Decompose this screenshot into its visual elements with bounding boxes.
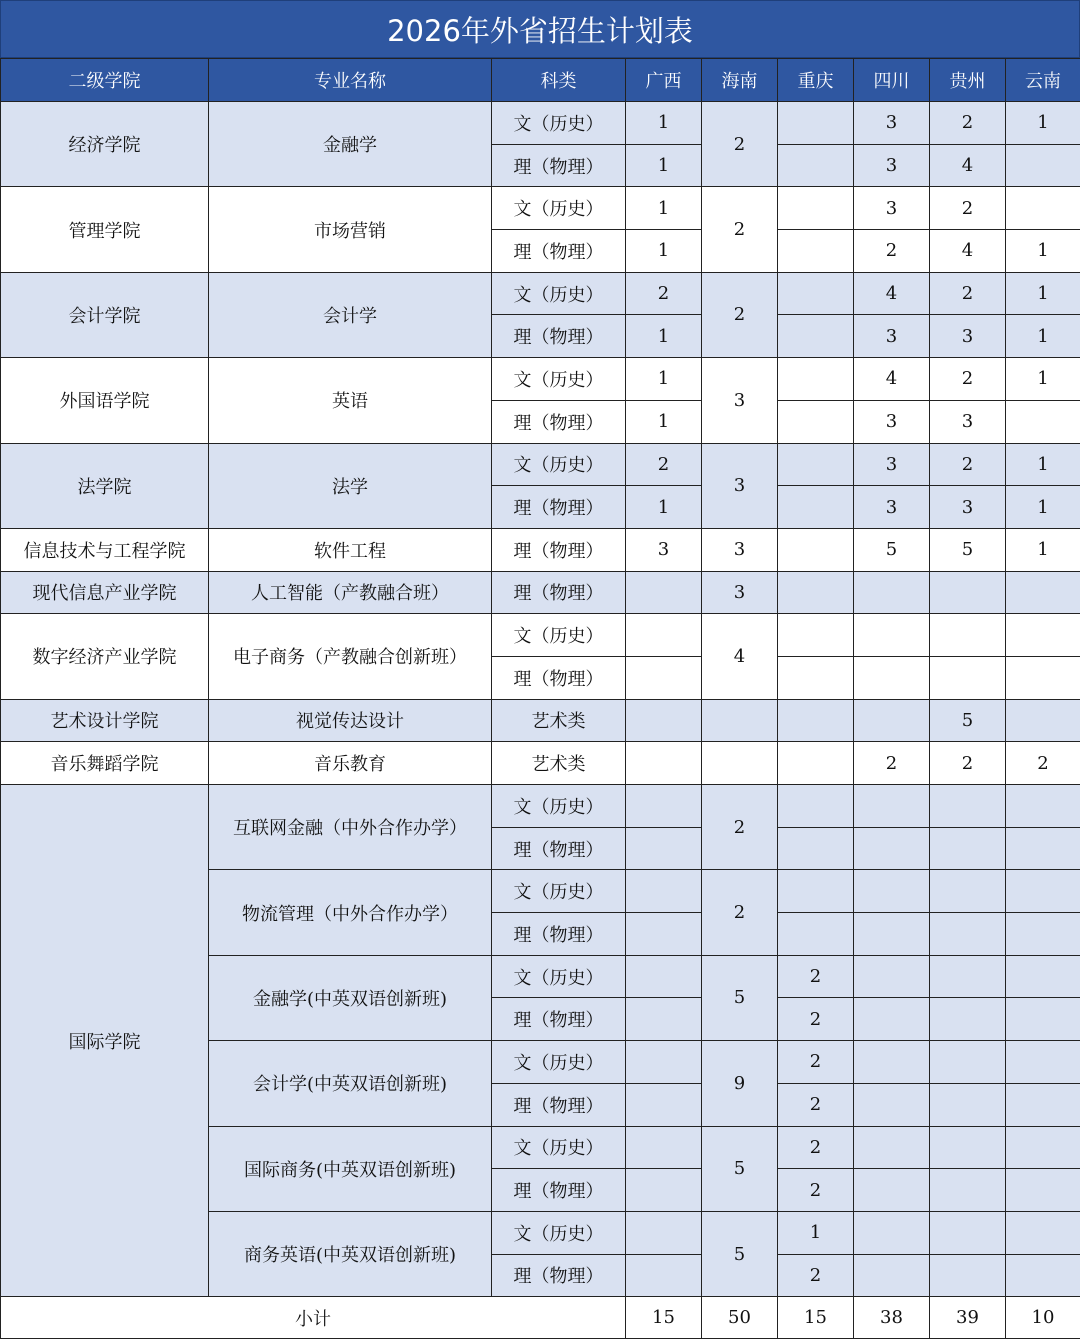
yunnan-cell bbox=[1006, 998, 1080, 1041]
guizhou-cell bbox=[930, 827, 1006, 870]
total-sichuan: 38 bbox=[854, 1297, 930, 1339]
yunnan-cell bbox=[1006, 614, 1080, 657]
sichuan-cell bbox=[854, 699, 930, 742]
sichuan-cell: 3 bbox=[854, 486, 930, 529]
category-cell: 文（历史） bbox=[492, 443, 626, 486]
guizhou-cell: 4 bbox=[930, 144, 1006, 187]
chongqing-cell bbox=[778, 102, 854, 145]
category-cell: 理（物理） bbox=[492, 827, 626, 870]
sichuan-cell: 4 bbox=[854, 272, 930, 315]
guizhou-cell bbox=[930, 656, 1006, 699]
sichuan-cell: 3 bbox=[854, 443, 930, 486]
college-cell: 外国语学院 bbox=[1, 358, 209, 443]
category-cell: 理（物理） bbox=[492, 1254, 626, 1297]
sichuan-cell: 3 bbox=[854, 187, 930, 230]
guangxi-cell bbox=[626, 614, 702, 657]
chongqing-cell bbox=[778, 528, 854, 571]
table-row bbox=[1, 187, 1080, 230]
chongqing-cell: 2 bbox=[778, 998, 854, 1041]
category-cell: 文（历史） bbox=[492, 1211, 626, 1254]
chongqing-cell bbox=[778, 742, 854, 785]
hainan-cell: 2 bbox=[702, 785, 778, 870]
category-cell: 艺术类 bbox=[492, 742, 626, 785]
hainan-cell: 9 bbox=[702, 1041, 778, 1126]
table-body bbox=[1, 102, 1080, 1339]
header-yunnan: 云南 bbox=[1006, 59, 1080, 102]
total-guizhou: 39 bbox=[930, 1297, 1006, 1339]
chongqing-cell: 2 bbox=[778, 1041, 854, 1084]
yunnan-cell bbox=[1006, 1126, 1080, 1169]
category-cell: 文（历史） bbox=[492, 187, 626, 230]
major-cell: 电子商务（产教融合创新班） bbox=[209, 614, 492, 699]
category-cell: 理（物理） bbox=[492, 400, 626, 443]
total-label: 小计 bbox=[1, 1297, 626, 1339]
category-cell: 理（物理） bbox=[492, 1083, 626, 1126]
chongqing-cell bbox=[778, 827, 854, 870]
chongqing-cell bbox=[778, 614, 854, 657]
category-cell: 理（物理） bbox=[492, 486, 626, 529]
sichuan-cell: 2 bbox=[854, 230, 930, 273]
hainan-cell: 5 bbox=[702, 1126, 778, 1211]
guangxi-cell bbox=[626, 1211, 702, 1254]
guangxi-cell bbox=[626, 1041, 702, 1084]
chongqing-cell: 2 bbox=[778, 1254, 854, 1297]
major-cell: 视觉传达设计 bbox=[209, 699, 492, 742]
hainan-cell bbox=[702, 699, 778, 742]
guangxi-cell bbox=[626, 1083, 702, 1126]
sichuan-cell: 5 bbox=[854, 528, 930, 571]
sichuan-cell: 4 bbox=[854, 358, 930, 401]
guangxi-cell bbox=[626, 571, 702, 614]
sichuan-cell: 2 bbox=[854, 742, 930, 785]
major-cell: 互联网金融（中外合作办学） bbox=[209, 785, 492, 870]
guizhou-cell bbox=[930, 1083, 1006, 1126]
major-cell: 软件工程 bbox=[209, 528, 492, 571]
college-cell: 法学院 bbox=[1, 443, 209, 528]
guangxi-cell bbox=[626, 955, 702, 998]
guizhou-cell bbox=[930, 870, 1006, 913]
total-chongqing: 15 bbox=[778, 1297, 854, 1339]
college-cell: 会计学院 bbox=[1, 272, 209, 357]
yunnan-cell bbox=[1006, 955, 1080, 998]
guizhou-cell: 4 bbox=[930, 230, 1006, 273]
category-cell: 文（历史） bbox=[492, 1041, 626, 1084]
guangxi-cell bbox=[626, 1126, 702, 1169]
sichuan-cell bbox=[854, 955, 930, 998]
sichuan-cell bbox=[854, 1169, 930, 1212]
guizhou-cell bbox=[930, 998, 1006, 1041]
guizhou-cell bbox=[930, 571, 1006, 614]
yunnan-cell bbox=[1006, 1169, 1080, 1212]
chongqing-cell bbox=[778, 230, 854, 273]
guangxi-cell bbox=[626, 870, 702, 913]
chongqing-cell: 2 bbox=[778, 1126, 854, 1169]
chongqing-cell bbox=[778, 913, 854, 956]
major-cell: 英语 bbox=[209, 358, 492, 443]
guizhou-cell: 3 bbox=[930, 400, 1006, 443]
chongqing-cell bbox=[778, 870, 854, 913]
major-cell: 市场营销 bbox=[209, 187, 492, 272]
guangxi-cell: 1 bbox=[626, 400, 702, 443]
chongqing-cell bbox=[778, 400, 854, 443]
guizhou-cell: 2 bbox=[930, 742, 1006, 785]
yunnan-cell: 2 bbox=[1006, 742, 1080, 785]
guizhou-cell bbox=[930, 913, 1006, 956]
major-cell: 商务英语(中英双语创新班) bbox=[209, 1211, 492, 1296]
college-cell: 艺术设计学院 bbox=[1, 699, 209, 742]
guangxi-cell bbox=[626, 656, 702, 699]
guangxi-cell bbox=[626, 998, 702, 1041]
chongqing-cell bbox=[778, 785, 854, 828]
college-cell: 音乐舞蹈学院 bbox=[1, 742, 209, 785]
category-cell: 理（物理） bbox=[492, 656, 626, 699]
college-cell: 现代信息产业学院 bbox=[1, 571, 209, 614]
category-cell: 文（历史） bbox=[492, 272, 626, 315]
category-cell: 艺术类 bbox=[492, 699, 626, 742]
hainan-cell: 2 bbox=[702, 870, 778, 955]
chongqing-cell bbox=[778, 571, 854, 614]
category-cell: 理（物理） bbox=[492, 315, 626, 358]
guizhou-cell bbox=[930, 955, 1006, 998]
chongqing-cell bbox=[778, 443, 854, 486]
yunnan-cell bbox=[1006, 1254, 1080, 1297]
total-hainan: 50 bbox=[702, 1297, 778, 1339]
guangxi-cell: 1 bbox=[626, 144, 702, 187]
college-cell: 管理学院 bbox=[1, 187, 209, 272]
table-row bbox=[1, 699, 1080, 742]
table-row bbox=[1, 272, 1080, 315]
guangxi-cell: 1 bbox=[626, 486, 702, 529]
category-cell: 文（历史） bbox=[492, 785, 626, 828]
sichuan-cell bbox=[854, 1041, 930, 1084]
major-cell: 金融学 bbox=[209, 102, 492, 187]
yunnan-cell: 1 bbox=[1006, 528, 1080, 571]
hainan-cell: 3 bbox=[702, 358, 778, 443]
sichuan-cell bbox=[854, 827, 930, 870]
guizhou-cell: 2 bbox=[930, 358, 1006, 401]
sichuan-cell: 3 bbox=[854, 102, 930, 145]
guizhou-cell: 5 bbox=[930, 699, 1006, 742]
yunnan-cell bbox=[1006, 187, 1080, 230]
guizhou-cell bbox=[930, 1169, 1006, 1212]
header-major: 专业名称 bbox=[209, 59, 492, 102]
guangxi-cell: 1 bbox=[626, 230, 702, 273]
enrollment-plan-table bbox=[0, 58, 1080, 1339]
header-category: 科类 bbox=[492, 59, 626, 102]
chongqing-cell bbox=[778, 272, 854, 315]
yunnan-cell bbox=[1006, 1211, 1080, 1254]
guangxi-cell: 1 bbox=[626, 102, 702, 145]
category-cell: 文（历史） bbox=[492, 870, 626, 913]
yunnan-cell: 1 bbox=[1006, 230, 1080, 273]
table-row bbox=[1, 358, 1080, 401]
total-yunnan: 10 bbox=[1006, 1297, 1080, 1339]
total-row bbox=[1, 1297, 1080, 1339]
category-cell: 理（物理） bbox=[492, 528, 626, 571]
guizhou-cell: 5 bbox=[930, 528, 1006, 571]
guizhou-cell bbox=[930, 1254, 1006, 1297]
college-cell: 信息技术与工程学院 bbox=[1, 528, 209, 571]
yunnan-cell bbox=[1006, 699, 1080, 742]
guangxi-cell bbox=[626, 1169, 702, 1212]
guangxi-cell bbox=[626, 1254, 702, 1297]
guangxi-cell: 1 bbox=[626, 358, 702, 401]
sichuan-cell bbox=[854, 1126, 930, 1169]
chongqing-cell bbox=[778, 486, 854, 529]
table-row bbox=[1, 785, 1080, 828]
guangxi-cell: 1 bbox=[626, 315, 702, 358]
category-cell: 理（物理） bbox=[492, 144, 626, 187]
yunnan-cell bbox=[1006, 656, 1080, 699]
table-row bbox=[1, 528, 1080, 571]
yunnan-cell: 1 bbox=[1006, 358, 1080, 401]
sichuan-cell: 3 bbox=[854, 400, 930, 443]
major-cell: 会计学(中英双语创新班) bbox=[209, 1041, 492, 1126]
guangxi-cell bbox=[626, 742, 702, 785]
major-cell: 金融学(中英双语创新班) bbox=[209, 955, 492, 1040]
category-cell: 理（物理） bbox=[492, 998, 626, 1041]
hainan-cell: 2 bbox=[702, 187, 778, 272]
chongqing-cell bbox=[778, 144, 854, 187]
major-cell: 人工智能（产教融合班） bbox=[209, 571, 492, 614]
category-cell: 文（历史） bbox=[492, 1126, 626, 1169]
major-cell: 法学 bbox=[209, 443, 492, 528]
guangxi-cell: 1 bbox=[626, 187, 702, 230]
table-row bbox=[1, 571, 1080, 614]
yunnan-cell: 1 bbox=[1006, 102, 1080, 145]
sichuan-cell bbox=[854, 998, 930, 1041]
sichuan-cell bbox=[854, 913, 930, 956]
chongqing-cell bbox=[778, 699, 854, 742]
yunnan-cell bbox=[1006, 571, 1080, 614]
table-row bbox=[1, 102, 1080, 145]
hainan-cell: 4 bbox=[702, 614, 778, 699]
guizhou-cell bbox=[930, 1126, 1006, 1169]
guizhou-cell: 3 bbox=[930, 315, 1006, 358]
table-title: 2026年外省招生计划表 bbox=[0, 0, 1080, 58]
table-row bbox=[1, 742, 1080, 785]
major-cell: 国际商务(中英双语创新班) bbox=[209, 1126, 492, 1211]
college-cell: 国际学院 bbox=[1, 785, 209, 1297]
chongqing-cell: 2 bbox=[778, 1169, 854, 1212]
category-cell: 文（历史） bbox=[492, 614, 626, 657]
hainan-cell bbox=[702, 742, 778, 785]
header-chongqing: 重庆 bbox=[778, 59, 854, 102]
header-row bbox=[1, 59, 1080, 102]
category-cell: 理（物理） bbox=[492, 913, 626, 956]
college-cell: 经济学院 bbox=[1, 102, 209, 187]
chongqing-cell: 2 bbox=[778, 1083, 854, 1126]
header-college: 二级学院 bbox=[1, 59, 209, 102]
category-cell: 理（物理） bbox=[492, 230, 626, 273]
category-cell: 理（物理） bbox=[492, 571, 626, 614]
guizhou-cell: 2 bbox=[930, 272, 1006, 315]
guizhou-cell bbox=[930, 1211, 1006, 1254]
guangxi-cell bbox=[626, 699, 702, 742]
guizhou-cell: 2 bbox=[930, 187, 1006, 230]
sichuan-cell bbox=[854, 656, 930, 699]
hainan-cell: 5 bbox=[702, 1211, 778, 1296]
hainan-cell: 5 bbox=[702, 955, 778, 1040]
guangxi-cell bbox=[626, 827, 702, 870]
sichuan-cell bbox=[854, 1083, 930, 1126]
yunnan-cell bbox=[1006, 1041, 1080, 1084]
sichuan-cell: 3 bbox=[854, 144, 930, 187]
sichuan-cell bbox=[854, 1211, 930, 1254]
yunnan-cell bbox=[1006, 827, 1080, 870]
guangxi-cell bbox=[626, 913, 702, 956]
hainan-cell: 3 bbox=[702, 528, 778, 571]
guizhou-cell bbox=[930, 785, 1006, 828]
yunnan-cell bbox=[1006, 913, 1080, 956]
sichuan-cell bbox=[854, 785, 930, 828]
guangxi-cell: 3 bbox=[626, 528, 702, 571]
guangxi-cell bbox=[626, 785, 702, 828]
guizhou-cell: 2 bbox=[930, 443, 1006, 486]
guizhou-cell bbox=[930, 1041, 1006, 1084]
yunnan-cell: 1 bbox=[1006, 272, 1080, 315]
header-hainan: 海南 bbox=[702, 59, 778, 102]
yunnan-cell bbox=[1006, 870, 1080, 913]
header-guangxi: 广西 bbox=[626, 59, 702, 102]
sichuan-cell bbox=[854, 1254, 930, 1297]
guizhou-cell: 2 bbox=[930, 102, 1006, 145]
sichuan-cell bbox=[854, 870, 930, 913]
hainan-cell: 3 bbox=[702, 443, 778, 528]
major-cell: 会计学 bbox=[209, 272, 492, 357]
sichuan-cell: 3 bbox=[854, 315, 930, 358]
chongqing-cell bbox=[778, 187, 854, 230]
total-guangxi: 15 bbox=[626, 1297, 702, 1339]
chongqing-cell bbox=[778, 315, 854, 358]
hainan-cell: 2 bbox=[702, 102, 778, 187]
hainan-cell: 3 bbox=[702, 571, 778, 614]
college-cell: 数字经济产业学院 bbox=[1, 614, 209, 699]
header-sichuan: 四川 bbox=[854, 59, 930, 102]
major-cell: 物流管理（中外合作办学） bbox=[209, 870, 492, 955]
yunnan-cell bbox=[1006, 400, 1080, 443]
category-cell: 理（物理） bbox=[492, 1169, 626, 1212]
yunnan-cell bbox=[1006, 144, 1080, 187]
major-cell: 音乐教育 bbox=[209, 742, 492, 785]
yunnan-cell: 1 bbox=[1006, 486, 1080, 529]
table-row bbox=[1, 614, 1080, 657]
yunnan-cell: 1 bbox=[1006, 315, 1080, 358]
sichuan-cell bbox=[854, 571, 930, 614]
chongqing-cell: 2 bbox=[778, 955, 854, 998]
guizhou-cell: 3 bbox=[930, 486, 1006, 529]
sichuan-cell bbox=[854, 614, 930, 657]
chongqing-cell bbox=[778, 358, 854, 401]
yunnan-cell bbox=[1006, 785, 1080, 828]
guizhou-cell bbox=[930, 614, 1006, 657]
hainan-cell: 2 bbox=[702, 272, 778, 357]
yunnan-cell: 1 bbox=[1006, 443, 1080, 486]
chongqing-cell: 1 bbox=[778, 1211, 854, 1254]
chongqing-cell bbox=[778, 656, 854, 699]
category-cell: 文（历史） bbox=[492, 358, 626, 401]
yunnan-cell bbox=[1006, 1083, 1080, 1126]
guangxi-cell: 2 bbox=[626, 272, 702, 315]
category-cell: 文（历史） bbox=[492, 102, 626, 145]
table-row bbox=[1, 443, 1080, 486]
guangxi-cell: 2 bbox=[626, 443, 702, 486]
header-guizhou: 贵州 bbox=[930, 59, 1006, 102]
category-cell: 文（历史） bbox=[492, 955, 626, 998]
